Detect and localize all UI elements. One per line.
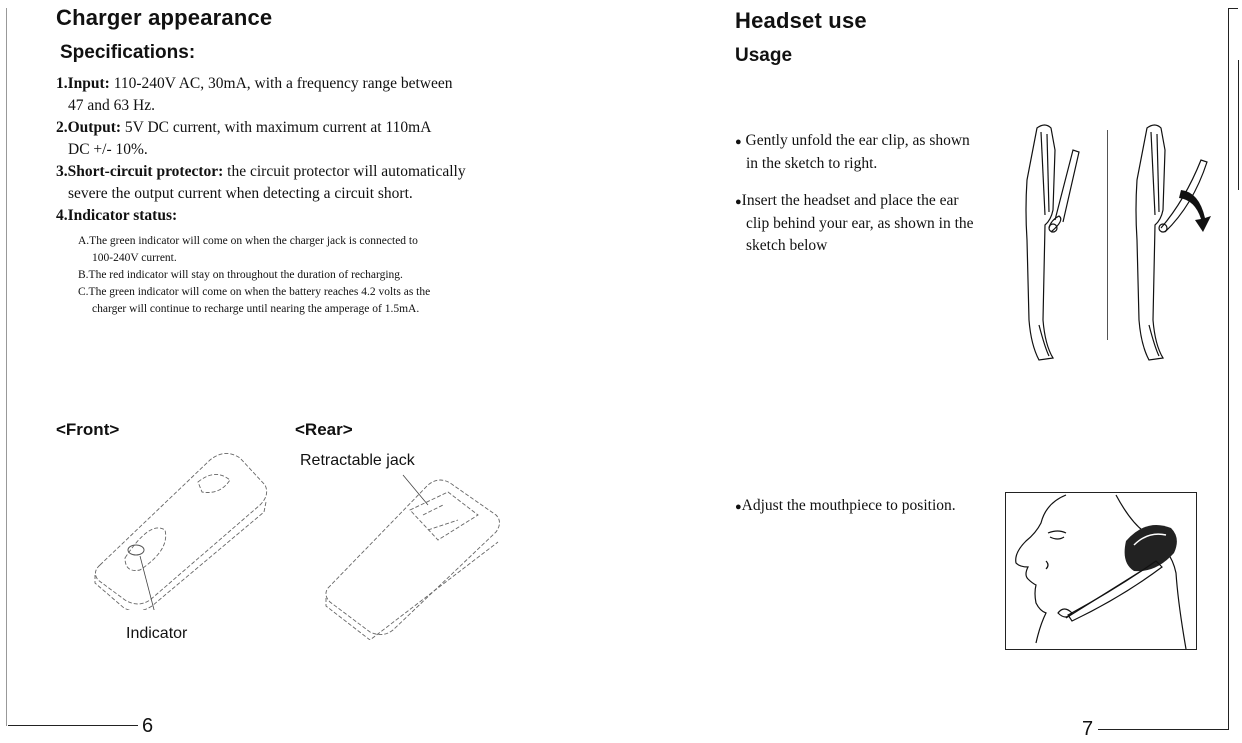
spec-short-circuit-text-cont: severe the output current when detecting a circuit short. xyxy=(68,185,413,202)
spec-indicator-status-label: 4.Indicator status: xyxy=(56,207,178,224)
spec-list xyxy=(56,73,536,227)
rotate-arrow-icon xyxy=(1179,190,1211,232)
spec-short-circuit xyxy=(56,161,536,183)
retractable-jack-label: Retractable jack xyxy=(300,452,415,469)
front-label: <Front> xyxy=(56,420,120,439)
right-edge-rule xyxy=(1228,8,1229,730)
charger-rear-sketch xyxy=(318,470,508,640)
spec-output-label: 2.Output: xyxy=(56,119,122,136)
bullet-1-text-cont: in the sketch to right. xyxy=(746,155,878,172)
thumb-tab-rule xyxy=(1238,60,1239,190)
mouthpiece-sketch-frame xyxy=(1005,492,1197,650)
bullet-2-text-cont2: sketch below xyxy=(746,237,828,254)
indicator-item-a-cont: 100-240V current. xyxy=(92,252,177,264)
headset-folded-sketch xyxy=(1015,120,1085,365)
indicator-item-b: B.The red indicator will stay on throughout the duration of recharging. xyxy=(78,269,403,281)
rear-label: <Rear> xyxy=(295,420,353,439)
indicator-label: Indicator xyxy=(126,625,188,642)
charger-appearance-title: Charger appearance xyxy=(56,5,273,30)
spec-input xyxy=(56,73,536,95)
indicator-item-a: A.The green indicator will come on when the charger jack is connected to xyxy=(78,235,418,247)
bullet-3-text: Adjust the mouthpiece to position. xyxy=(741,497,956,514)
charger-front-sketch xyxy=(80,440,280,610)
sketch-divider xyxy=(1107,130,1108,340)
headset-unfolded-sketch xyxy=(1125,120,1225,365)
spec-indicator-status xyxy=(56,205,536,227)
bullet-dot-icon: ● xyxy=(735,136,742,148)
spec-input-text: 110-240V AC, 30mA, with a frequency range between xyxy=(109,75,453,92)
spec-output xyxy=(56,117,536,139)
bullet-dot-icon: ● xyxy=(735,196,742,208)
left-edge-rule xyxy=(6,8,7,726)
spec-input-text-cont: 47 and 63 Hz. xyxy=(68,97,155,114)
bullet-2-text-cont: clip behind your ear, as shown in the xyxy=(746,215,974,232)
face-with-headset-sketch xyxy=(1006,493,1196,649)
spec-output-text-cont: DC +/- 10%. xyxy=(68,141,148,158)
bullet-2-text: Insert the headset and place the ear xyxy=(741,192,959,209)
spec-short-circuit-text: the circuit protector will automatically xyxy=(223,163,466,180)
spec-output-text: 5V DC current, with maximum current at 110mA xyxy=(121,119,432,136)
bullet-1-text: Gently unfold the ear clip, as shown xyxy=(745,132,970,149)
usage-bullet-3 xyxy=(735,495,1005,518)
right-edge-tick xyxy=(1228,8,1238,9)
spec-short-circuit-label: 3.Short-circuit protector: xyxy=(56,163,224,180)
usage-bullet-1 xyxy=(735,130,1005,175)
usage-heading: Usage xyxy=(735,45,793,66)
headset-use-title: Headset use xyxy=(735,8,867,33)
usage-bullet-2 xyxy=(735,190,1005,257)
specifications-heading: Specifications: xyxy=(60,42,196,63)
footer-rule-right xyxy=(1098,729,1228,730)
bullet-dot-icon: ● xyxy=(735,501,742,513)
page-number-right: 7 xyxy=(1082,718,1094,740)
footer-rule-left xyxy=(8,725,138,726)
spec-input-label: 1.Input: xyxy=(56,75,110,92)
page-number-left: 6 xyxy=(142,715,154,737)
indicator-item-c-cont: charger will continue to recharge until nearing the amperage of 1.5mA. xyxy=(92,303,420,315)
indicator-item-c: C.The green indicator will come on when the battery reaches 4.2 volts as the xyxy=(78,286,431,298)
indicator-status-list xyxy=(78,233,538,318)
